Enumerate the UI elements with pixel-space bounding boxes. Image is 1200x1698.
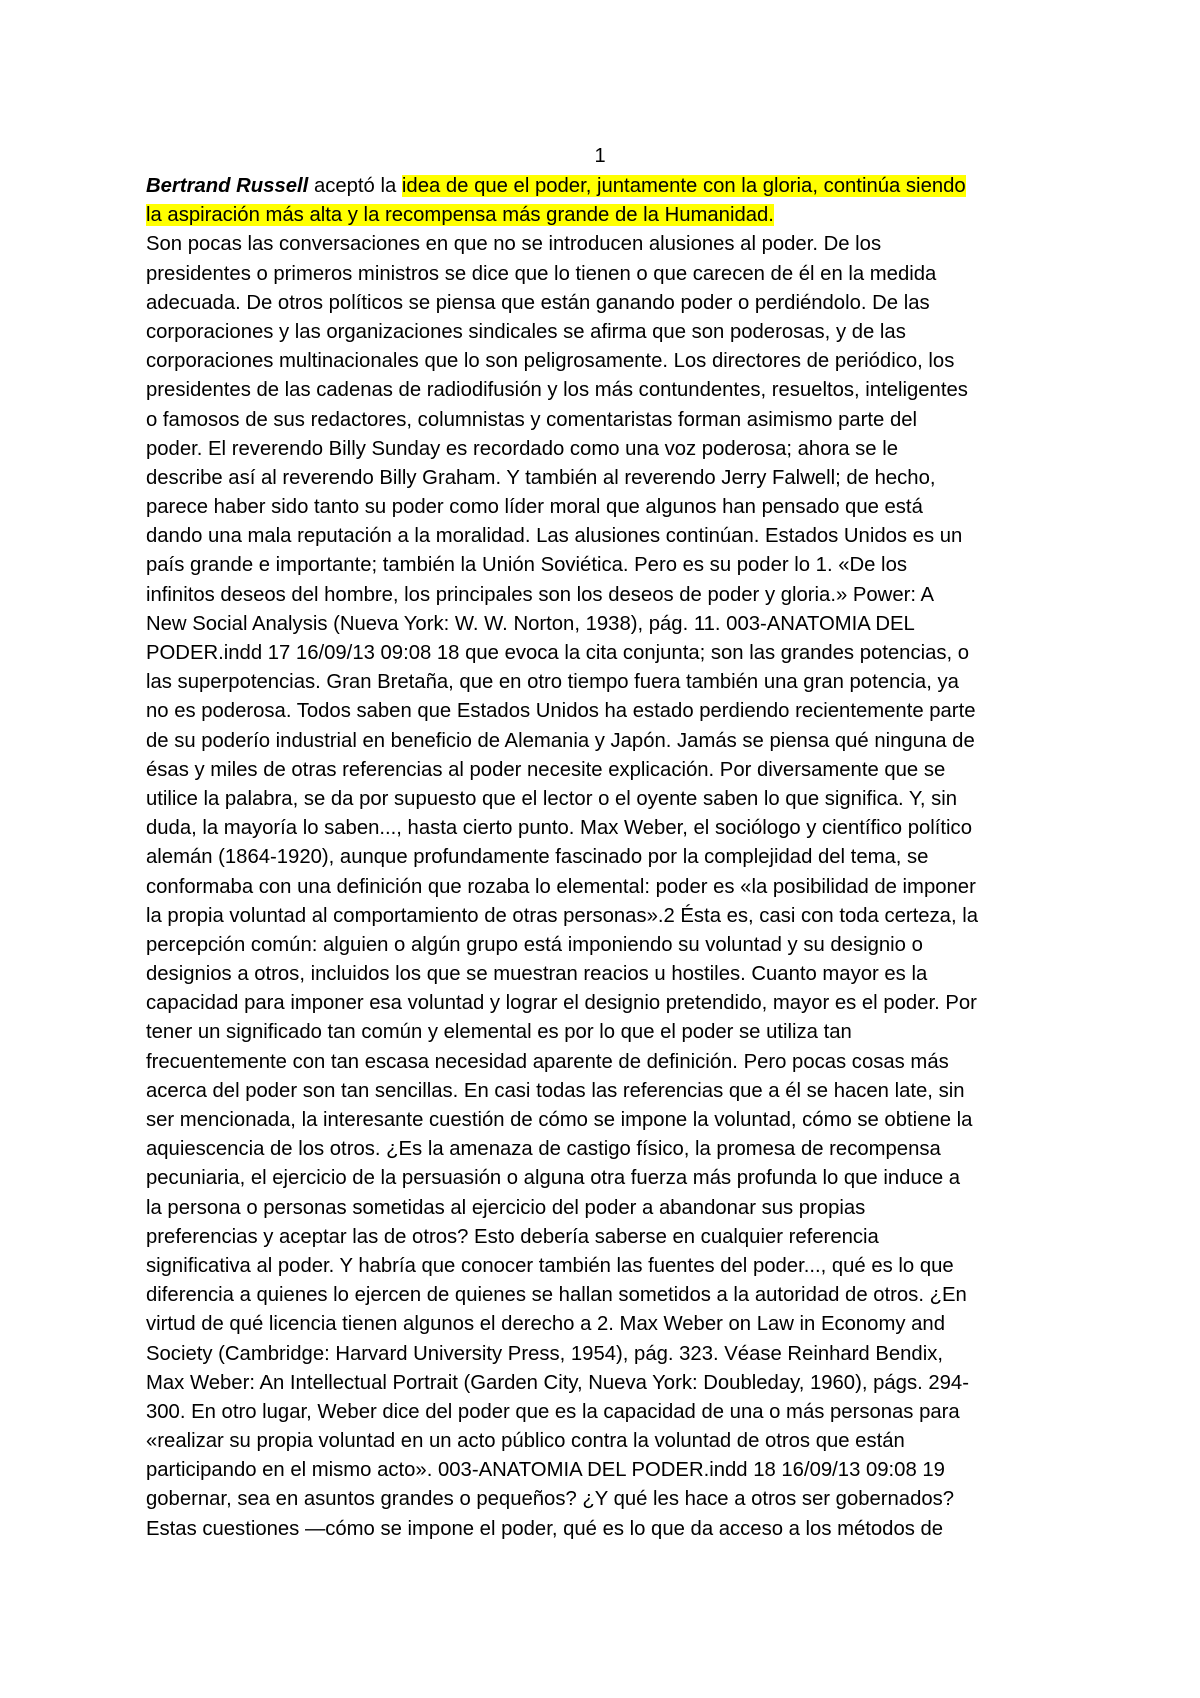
text-line: frecuentemente con tan escasa necesidad aparente de definición. Pero pocas cosas más bbox=[146, 1050, 949, 1073]
text-line: alemán (1864-1920), aunque profundamente fascinado por la complejidad del tema, se bbox=[146, 846, 929, 869]
text-line: la propia voluntad al comportamiento de otras personas».2 Ésta es, casi con toda certeza, la bbox=[146, 904, 979, 927]
text-line: participando en el mismo acto». 003-ANATOMIA DEL PODER.indd 18 16/09/13 09:08 19 bbox=[146, 1459, 945, 1482]
text-line: describe así al reverendo Billy Graham. Y también al reverendo Jerry Falwell; de hecho, bbox=[146, 466, 936, 489]
text-line: capacidad para imponer esa voluntad y lograr el designio pretendido, mayor es el poder. Por bbox=[146, 992, 977, 1015]
text-line: ser mencionada, la interesante cuestión de cómo se impone la voluntad, cómo se obtiene la bbox=[146, 1109, 973, 1131]
text-line: Son pocas las conversaciones en que no se introducen alusiones al poder. De los bbox=[146, 233, 882, 256]
text-line: tener un significado tan común y elemental es por lo que el poder se utiliza tan bbox=[146, 1021, 852, 1044]
paragraph-text bbox=[146, 230, 1056, 1543]
highlighted-text-2: la aspiración más alta y la recompensa más grande de la Humanidad. bbox=[146, 204, 774, 227]
intro-lead-text: aceptó la bbox=[308, 175, 402, 197]
intro-line-2 bbox=[146, 201, 1056, 230]
text-line: conformaba con una definición que rozaba lo elemental: poder es «la posibilidad de imponer bbox=[146, 875, 976, 898]
text-line: preferencias y aceptar las de otros? Esto debería saberse en cualquier referencia bbox=[146, 1225, 879, 1248]
highlighted-text-1: idea de que el poder, juntamente con la gloria, continúa siendo bbox=[401, 175, 966, 197]
text-line: Estas cuestiones —cómo se impone el poder, qué es lo que da acceso a los métodos de bbox=[146, 1517, 944, 1540]
text-line: acerca del poder son tan sencillas. En casi todas las referencias que a él se hacen late, sin bbox=[146, 1079, 965, 1102]
text-line: adecuada. De otros políticos se piensa que están ganando poder o perdiéndolo. De las bbox=[146, 291, 930, 314]
text-line: de su poderío industrial en beneficio de Alemania y Japón. Jamás se piensa qué ninguna de bbox=[146, 729, 975, 752]
text-line: utilice la palabra, se da por supuesto que el lector o el oyente saben lo que significa. Y, sin bbox=[146, 787, 958, 810]
text-line: significativa al poder. Y habría que conocer también las fuentes del poder..., qué es lo que bbox=[146, 1254, 954, 1277]
text-line: presidentes o primeros ministros se dice que lo tienen o que carecen de él en la medida bbox=[146, 262, 937, 285]
text-line: país grande e importante; también la Unión Soviética. Pero es su poder lo 1. «De los bbox=[146, 554, 907, 577]
document-body bbox=[146, 172, 1056, 1544]
text-line: poder. El reverendo Billy Sunday es recordado como una voz poderosa; ahora se le bbox=[146, 437, 898, 460]
text-line: New Social Analysis (Nueva York: W. W. Norton, 1938), pág. 11. 003-ANATOMIA DEL bbox=[146, 612, 915, 635]
text-line: presidentes de las cadenas de radiodifusión y los más contundentes, resueltos, inteligentes bbox=[146, 379, 968, 402]
text-line: 300. En otro lugar, Weber dice del poder que es la capacidad de una o más personas para bbox=[146, 1400, 960, 1423]
text-line: percepción común: alguien o algún grupo está imponiendo su voluntad y su designio o bbox=[146, 933, 923, 956]
text-line: «realizar su propia voluntad en un acto público contra la voluntad de otros que están bbox=[146, 1430, 905, 1453]
text-line: las superpotencias. Gran Bretaña, que en otro tiempo fuera también una gran potencia, ya bbox=[146, 671, 959, 694]
intro-line-1 bbox=[146, 172, 1056, 201]
text-line: o famosos de sus redactores, columnistas y comentaristas forman asimismo parte del bbox=[146, 408, 918, 431]
text-line: diferencia a quienes lo ejercen de quienes se hallan sometidos a la autoridad de otros. ¿En bbox=[146, 1284, 967, 1307]
text-line: gobernar, sea en asuntos grandes o pequeños? ¿Y qué les hace a otros ser gobernados? bbox=[146, 1488, 955, 1511]
text-line: corporaciones multinacionales que lo son peligrosamente. Los directores de periódico, los bbox=[146, 350, 955, 373]
page-number: 1 bbox=[594, 145, 606, 167]
text-line: designios a otros, incluidos los que se muestran reacios u hostiles. Cuanto mayor es la bbox=[146, 963, 928, 986]
text-line: parece haber sido tanto su poder como líder moral que algunos han pensado que está bbox=[146, 496, 923, 519]
text-line: PODER.indd 17 16/09/13 09:08 18 que evoca la cita conjunta; son las grandes potencias, o bbox=[146, 642, 970, 664]
text-line: dando una mala reputación a la moralidad. Las alusiones continúan. Estados Unidos es un bbox=[146, 525, 963, 548]
text-line: duda, la mayoría lo saben..., hasta cierto punto. Max Weber, el sociólogo y científico político bbox=[146, 817, 972, 840]
text-line: aquiescencia de los otros. ¿Es la amenaza de castigo físico, la promesa de recompensa bbox=[146, 1138, 941, 1161]
text-line: no es poderosa. Todos saben que Estados Unidos ha estado perdiendo recientemente parte bbox=[146, 700, 976, 723]
text-line: la persona o personas sometidas al ejercicio del poder a abandonar sus propias bbox=[146, 1196, 866, 1219]
author-name: Bertrand Russell bbox=[146, 175, 309, 197]
text-line: Society (Cambridge: Harvard University Press, 1954), pág. 323. Véase Reinhard Bendix, bbox=[146, 1342, 943, 1365]
text-line: corporaciones y las organizaciones sindicales se afirma que son poderosas, y de las bbox=[146, 320, 906, 343]
text-line: virtud de qué licencia tienen algunos el derecho a 2. Max Weber on Law in Economy and bbox=[146, 1313, 945, 1336]
text-line: pecuniaria, el ejercicio de la persuasión o alguna otra fuerza más profunda lo que induce a bbox=[146, 1167, 961, 1190]
text-line: ésas y miles de otras referencias al poder necesite explicación. Por diversamente que se bbox=[146, 758, 946, 781]
text-line: infinitos deseos del hombre, los principales son los deseos de poder y gloria.» Power: A bbox=[146, 583, 935, 606]
text-line: Max Weber: An Intellectual Portrait (Garden City, Nueva York: Doubleday, 1960), págs. 294- bbox=[146, 1371, 969, 1394]
